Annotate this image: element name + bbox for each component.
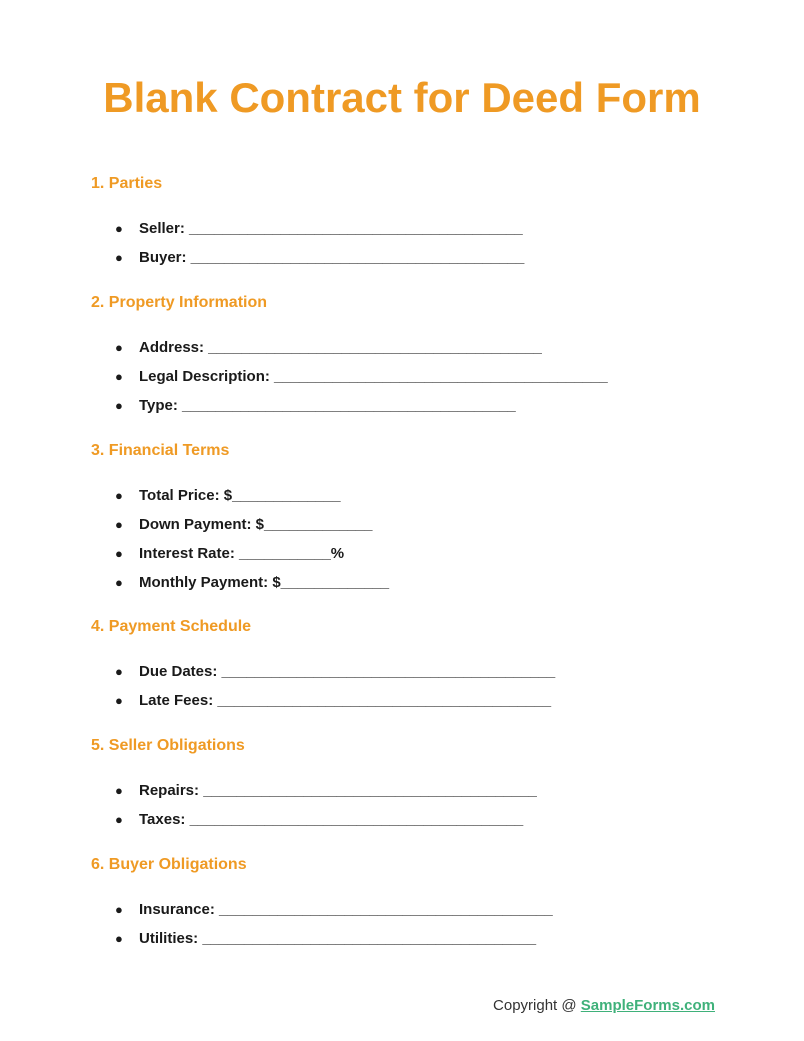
- utilities-field[interactable]: [0, 929, 553, 958]
- bullet-icon: ●: [115, 369, 123, 384]
- field-label: Interest Rate: ___________%: [139, 545, 345, 562]
- buyer-field[interactable]: [0, 248, 524, 277]
- monthly-payment-field[interactable]: [0, 573, 389, 602]
- field-label: Taxes: ________________________________________: [139, 811, 524, 828]
- section-heading-financial-terms: 3. Financial Terms: [91, 442, 230, 459]
- total-price-field[interactable]: [0, 486, 389, 515]
- bullet-icon: ●: [115, 931, 123, 946]
- buyer-obligations-field-list: [0, 900, 553, 958]
- field-label: Type: ________________________________________: [139, 397, 516, 414]
- repairs-field[interactable]: [0, 781, 537, 810]
- field-label: Total Price: $_____________: [139, 487, 341, 504]
- field-label: Due Dates: ________________________________________: [139, 663, 556, 680]
- bullet-icon: ●: [115, 221, 123, 236]
- field-label: Insurance: ________________________________________: [139, 901, 553, 918]
- field-label: Legal Description: ________________________________________: [139, 368, 608, 385]
- bullet-icon: ●: [115, 575, 123, 590]
- field-label: Repairs: ________________________________________: [139, 782, 537, 799]
- copyright-footer: [493, 996, 715, 1016]
- seller-obligations-field-list: [0, 781, 537, 839]
- parties-field-list: [0, 219, 524, 277]
- due-dates-field[interactable]: [0, 662, 555, 691]
- bullet-icon: ●: [115, 488, 123, 503]
- bullet-icon: ●: [115, 398, 123, 413]
- field-label: Seller: ________________________________________: [139, 220, 523, 237]
- sampleforms-link[interactable]: SampleForms.com: [580, 997, 715, 1014]
- payment-schedule-field-list: [0, 662, 555, 720]
- late-fees-field[interactable]: [0, 691, 555, 720]
- field-label: Late Fees: ________________________________________: [139, 692, 552, 709]
- field-label: Down Payment: $_____________: [139, 516, 373, 533]
- legal-description-field[interactable]: [0, 367, 608, 396]
- field-label: Utilities: ________________________________________: [139, 930, 537, 947]
- interest-rate-field[interactable]: [0, 544, 389, 573]
- taxes-field[interactable]: [0, 810, 537, 839]
- bullet-icon: ●: [115, 340, 123, 355]
- financial-field-list: [0, 486, 389, 602]
- bullet-icon: ●: [115, 517, 123, 532]
- page-title: Blank Contract for Deed Form: [103, 74, 701, 121]
- down-payment-field[interactable]: [0, 515, 389, 544]
- section-heading-parties: 1. Parties: [91, 175, 163, 192]
- address-field[interactable]: [0, 338, 608, 367]
- bullet-icon: ●: [115, 546, 123, 561]
- field-label: Buyer: ________________________________________: [139, 249, 525, 266]
- section-heading-seller-obligations: 5. Seller Obligations: [91, 737, 245, 754]
- field-label: Monthly Payment: $_____________: [139, 574, 390, 591]
- seller-field[interactable]: [0, 219, 524, 248]
- section-heading-payment-schedule: 4. Payment Schedule: [91, 618, 252, 635]
- insurance-field[interactable]: [0, 900, 553, 929]
- field-label: Address: ________________________________________: [139, 339, 542, 356]
- type-field[interactable]: [0, 396, 608, 425]
- section-heading-buyer-obligations: 6. Buyer Obligations: [91, 856, 247, 873]
- bullet-icon: ●: [115, 664, 123, 679]
- bullet-icon: ●: [115, 250, 123, 265]
- bullet-icon: ●: [115, 693, 123, 708]
- bullet-icon: ●: [115, 783, 123, 798]
- section-heading-property-information: 2. Property Information: [91, 294, 268, 311]
- bullet-icon: ●: [115, 902, 123, 917]
- property-field-list: [0, 338, 608, 425]
- bullet-icon: ●: [115, 812, 123, 827]
- copyright-text: Copyright @: [493, 997, 581, 1014]
